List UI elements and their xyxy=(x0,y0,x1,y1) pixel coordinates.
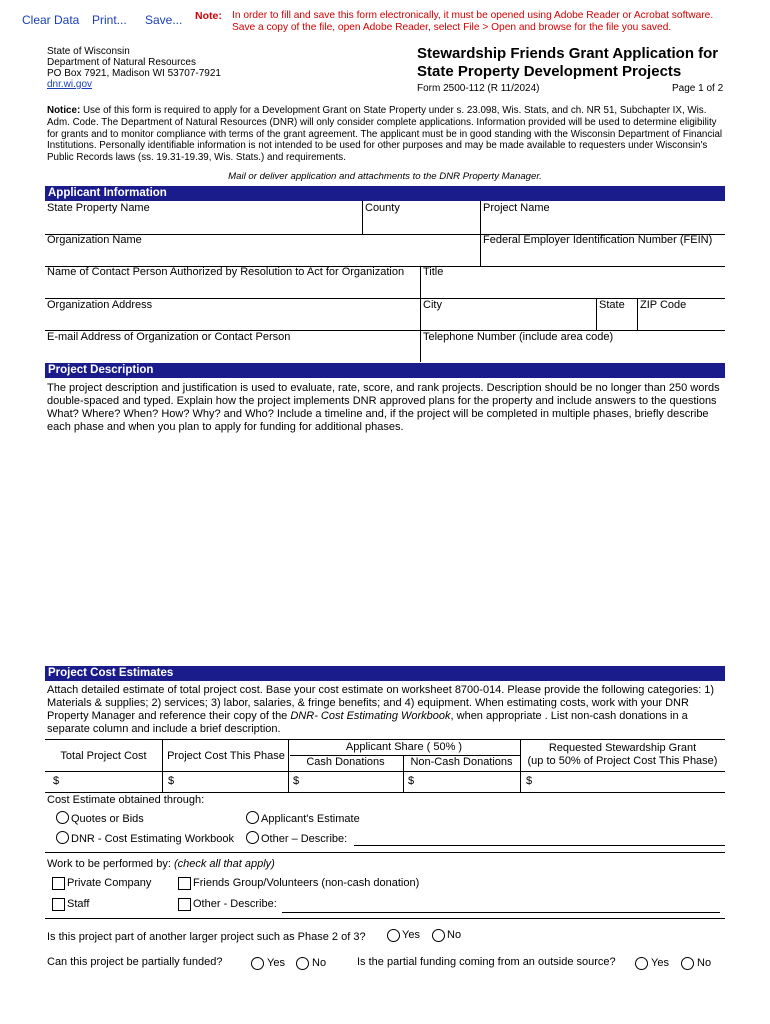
partial-yes-label: Yes xyxy=(267,957,285,969)
organization-address-label: Organization Address xyxy=(47,299,153,311)
zip-code-field[interactable] xyxy=(640,312,723,329)
agency-website-link[interactable]: dnr.wi.gov xyxy=(47,79,93,90)
section-divider xyxy=(45,918,725,919)
other-estimate-describe-field[interactable] xyxy=(354,845,725,846)
column-divider xyxy=(420,266,421,362)
applicant-share-header: Applicant Share ( 50% ) xyxy=(345,741,463,753)
applicants-estimate-radio[interactable] xyxy=(246,811,259,824)
other-work-label: Other - Describe: xyxy=(193,898,277,910)
email-field[interactable] xyxy=(47,344,417,361)
organization-name-label: Organization Name xyxy=(47,234,142,246)
partial-funding-question-label: Can this project be partially funded? xyxy=(47,956,223,968)
dollar-sign: $ xyxy=(408,775,415,787)
dnr-workbook-radio[interactable] xyxy=(56,831,69,844)
project-name-label: Project Name xyxy=(483,202,550,214)
private-company-checkbox[interactable] xyxy=(52,877,65,890)
note-line-2: Save a copy of the file, open Adobe Reader, select File > Open and browse for the file you saved. xyxy=(232,22,672,33)
staff-checkbox[interactable] xyxy=(52,898,65,911)
outside-no-label: No xyxy=(697,957,712,969)
state-property-name-label: State Property Name xyxy=(47,202,150,214)
work-performed-label xyxy=(47,858,275,870)
quotes-or-bids-radio[interactable] xyxy=(56,811,69,824)
column-divider xyxy=(596,298,597,330)
zip-code-label: ZIP Code xyxy=(640,299,687,311)
title-field[interactable] xyxy=(423,279,723,297)
phase-no-label: No xyxy=(447,929,462,941)
outside-yes-label: Yes xyxy=(651,957,669,969)
table-top-border xyxy=(45,739,725,740)
column-divider xyxy=(480,201,481,266)
staff-label: Staff xyxy=(67,898,90,910)
notice-text: Use of this form is required to apply for a Development Grant on State Property under s. 23.098, Wis. Stats, and ch. NR 51, Subchapter IX, Wis. Adm. Code. The Department of Natural Resources (DNR) will only consider complete applications. Information provided will be used to determine eligibility for grants and to monitor compliance with terms of the grant agreement. The applicant must be in good standing with the Wisconsin Department of Financial Institutions. Personally identifiable information is not intended to be used for other purposes and may be made available to requesters under Wisconsin's Public Records laws (ss. 19.31-19.39, Wis. Stats.) and requirements. xyxy=(47,105,723,164)
project-cost-estimates-header: Project Cost Estimates xyxy=(45,666,725,681)
county-label: County xyxy=(365,202,400,214)
email-label: E-mail Address of Organization or Contact Person xyxy=(47,331,291,343)
page-number: Page 1 of 2 xyxy=(672,83,724,94)
quotes-or-bids-label: Quotes or Bids xyxy=(71,813,144,825)
partial-no-radio[interactable] xyxy=(296,957,309,970)
friends-group-checkbox[interactable] xyxy=(178,877,191,890)
requested-grant-subtitle: (up to 50% of Project Cost This Phase) xyxy=(527,755,718,767)
project-description-textarea[interactable] xyxy=(47,438,725,660)
dnr-workbook-label: DNR - Cost Estimating Workbook xyxy=(71,833,235,845)
title-label: Title xyxy=(423,266,444,278)
requested-grant-header xyxy=(520,742,725,768)
telephone-label: Telephone Number (include area code) xyxy=(423,331,614,343)
cost-instructions-text-end: , when appropriate . List non-cash donations in a separate column and include a brief description. xyxy=(47,710,688,735)
column-divider xyxy=(362,201,363,234)
dollar-sign: $ xyxy=(293,775,300,787)
other-estimate-label: Other – Describe: xyxy=(261,833,348,845)
work-performed-hint: (check all that apply) xyxy=(173,858,275,870)
state-label: State xyxy=(599,299,625,311)
county-field[interactable] xyxy=(364,215,478,233)
requested-grant-title: Requested Stewardship Grant xyxy=(548,742,697,754)
phase-yes-label: Yes xyxy=(402,929,420,941)
phase-question-label: Is this project part of another larger project such as Phase 2 of 3? xyxy=(47,931,366,943)
dollar-sign: $ xyxy=(53,775,60,787)
contact-person-label: Name of Contact Person Authorized by Resolution to Act for Organization xyxy=(47,266,405,278)
phase-yes-radio[interactable] xyxy=(387,929,400,942)
work-performed-text: Work to be performed by: xyxy=(47,858,174,870)
city-field[interactable] xyxy=(423,312,593,329)
organization-name-field[interactable] xyxy=(47,247,477,265)
private-company-label: Private Company xyxy=(67,877,152,889)
column-divider xyxy=(637,298,638,330)
cash-donations-header: Cash Donations xyxy=(306,756,385,768)
total-project-cost-field[interactable] xyxy=(62,773,160,790)
fein-label: Federal Employer Identification Number (FEIN) xyxy=(483,234,713,246)
cash-donations-field[interactable] xyxy=(302,773,401,790)
form-title-line-1: Stewardship Friends Grant Application for xyxy=(417,45,719,62)
other-work-checkbox[interactable] xyxy=(178,898,191,911)
total-project-cost-header: Total Project Cost xyxy=(60,750,147,762)
save-button[interactable]: Save... xyxy=(145,13,183,27)
project-cost-this-phase-field[interactable] xyxy=(177,773,286,790)
project-name-field[interactable] xyxy=(483,215,723,233)
project-description-instructions: The project description and justification is used to evaluate, rate, score, and rank projects. Description should be no longer than 250 words double-spaced and typed. Explain how the project implements DNR approved plans for the property and include answers to the questions What? Where? When? How? Why? and Who? Include a timeline and, if the project will be completed in multiple phases, briefly describe each phase and when you plan to apply for funding for additional phases. xyxy=(47,382,720,433)
cost-estimate-obtained-label: Cost Estimate obtained through: xyxy=(47,794,205,806)
note-line-1: In order to fill and save this form electronically, it must be opened using Adobe Reader or Acrobat software. xyxy=(232,10,714,21)
column-divider xyxy=(162,739,163,792)
note-label: Note: xyxy=(195,10,222,22)
print-button[interactable]: Print... xyxy=(92,13,127,27)
project-description-header: Project Description xyxy=(45,363,725,378)
form-title-line-2: State Property Development Projects xyxy=(417,63,682,80)
clear-data-button[interactable]: Clear Data xyxy=(22,13,80,27)
dollar-sign: $ xyxy=(168,775,175,787)
cost-estimate-instructions xyxy=(47,684,729,736)
notice-label: Notice: xyxy=(47,105,81,116)
agency-po-box: PO Box 7921, Madison WI 53707-7921 xyxy=(47,68,221,79)
agency-address xyxy=(47,46,221,90)
other-work-describe-field[interactable] xyxy=(282,912,720,913)
table-bottom-border xyxy=(45,792,725,793)
project-cost-this-phase-header: Project Cost This Phase xyxy=(167,750,285,762)
phase-no-radio[interactable] xyxy=(432,929,445,942)
dollar-sign: $ xyxy=(526,775,533,787)
requested-grant-field[interactable] xyxy=(535,773,723,790)
outside-source-question-label: Is the partial funding coming from an outside source? xyxy=(357,956,616,968)
friends-group-label: Friends Group/Volunteers (non-cash donation) xyxy=(193,877,420,889)
agency-state: State of Wisconsin xyxy=(47,46,130,57)
section-divider xyxy=(45,852,725,853)
table-mid-border xyxy=(45,771,725,772)
contact-person-field[interactable] xyxy=(47,279,417,297)
applicant-information-header: Applicant Information xyxy=(45,186,725,201)
note-text xyxy=(232,10,752,34)
outside-no-radio[interactable] xyxy=(681,957,694,970)
organization-address-field[interactable] xyxy=(47,312,417,329)
cost-workbook-reference: DNR- Cost Estimating Workbook xyxy=(290,710,451,722)
non-cash-donations-field[interactable] xyxy=(417,773,518,790)
partial-yes-radio[interactable] xyxy=(251,957,264,970)
notice-paragraph xyxy=(47,105,727,164)
other-estimate-radio[interactable] xyxy=(246,831,259,844)
agency-department: Department of Natural Resources xyxy=(47,57,196,68)
state-property-name-field[interactable] xyxy=(47,215,359,233)
form-title xyxy=(417,45,718,81)
telephone-field[interactable] xyxy=(423,344,723,361)
mail-instruction: Mail or deliver application and attachments to the DNR Property Manager. xyxy=(228,171,542,182)
state-field[interactable] xyxy=(599,312,635,329)
partial-no-label: No xyxy=(312,957,327,969)
fein-field[interactable] xyxy=(483,247,723,265)
applicants-estimate-label: Applicant's Estimate xyxy=(261,813,360,825)
outside-yes-radio[interactable] xyxy=(635,957,648,970)
non-cash-donations-header: Non-Cash Donations xyxy=(410,756,513,768)
cost-instructions-text: Attach detailed estimate of total project cost. Base your cost estimate on worksheet 8700-014. Please provide the following categories: 1) Materials & supplies; 2) services; 3) labor, salaries, & fringe benefits; and 4) equipment. When estimating costs, work with your DNR Property Manager and reference their copy of the xyxy=(47,684,715,722)
city-label: City xyxy=(423,299,442,311)
form-number: Form 2500-112 (R 11/2024) xyxy=(417,83,540,94)
